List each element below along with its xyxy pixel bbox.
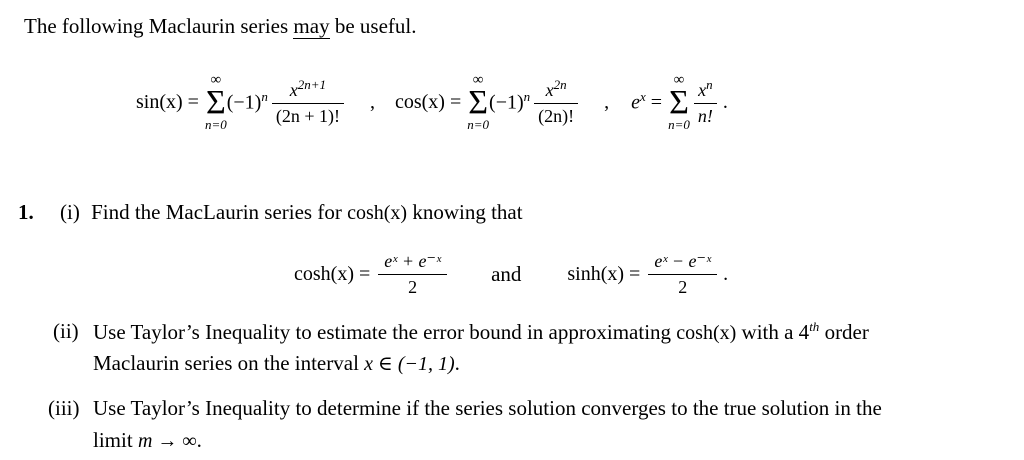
part-i-text: Find the MacLaurin series for: [91, 200, 348, 224]
intro-after: be useful.: [329, 14, 417, 38]
definitions-row: [294, 246, 728, 302]
sinh-lhs: sinh(x) =: [567, 262, 641, 285]
num-exp: n: [706, 77, 713, 92]
sinh-period: .: [723, 262, 729, 285]
part-i-text-end: knowing that: [407, 200, 523, 224]
cosh-lhs: cosh(x) =: [294, 262, 371, 285]
cosh-numerator: eˣ + e⁻ˣ: [384, 250, 442, 271]
question-number: 1.: [18, 200, 34, 224]
sin-sum: [205, 73, 227, 131]
sin-numerator: [288, 77, 328, 103]
part-ii-text-c: order: [819, 320, 869, 344]
cosh-fraction: [378, 251, 447, 298]
cos-factor: [489, 89, 530, 115]
part-iii-line2-text: limit: [93, 428, 138, 452]
sinh-denominator: 2: [648, 274, 717, 298]
intro-text: [24, 14, 416, 39]
part-i-line: [60, 200, 523, 225]
exp-fraction: [694, 77, 717, 127]
intro-before: The following Maclaurin series: [24, 14, 294, 38]
and-text: and: [491, 261, 522, 286]
part-i-label: (i): [60, 200, 80, 224]
part-ii-line1: [93, 319, 869, 345]
sin-denominator: (2n + 1)!: [272, 103, 344, 127]
sum-lower-limit: n=0: [467, 117, 490, 132]
sum-upper-limit: ∞: [472, 72, 484, 88]
cos-denominator: (2n)!: [534, 103, 578, 127]
exp-sum: [668, 73, 690, 131]
part-iii-period: .: [196, 428, 202, 452]
cosh-denominator: 2: [378, 274, 447, 298]
sum-upper-limit: ∞: [673, 72, 685, 88]
part-ii-superscript: th: [809, 319, 820, 334]
exp-exponent: x: [640, 89, 646, 105]
separator-comma: ,: [369, 90, 375, 113]
part-ii-line2: [93, 351, 460, 376]
separator-comma: ,: [604, 90, 610, 113]
num-exp: 2n+1: [297, 77, 327, 92]
cos-fraction: [534, 77, 578, 127]
num-base: x: [698, 80, 707, 100]
exp-denominator: n!: [694, 103, 717, 127]
sum-lower-limit: n=0: [204, 117, 227, 132]
part-ii-math: cosh(x): [676, 322, 737, 344]
sinh-fraction: [648, 251, 717, 298]
sum-upper-limit: ∞: [210, 72, 222, 88]
sigma-symbol: Σ: [468, 84, 489, 121]
exp-lhs: [631, 89, 662, 115]
exp-numerator: [696, 77, 715, 103]
exp-base: e: [631, 91, 641, 114]
part-ii-text-a: Use Taylor’s Inequality to estimate the error bound in approximating: [93, 320, 677, 344]
num-base: x: [545, 80, 554, 100]
series-row: [136, 62, 728, 142]
factor-exp: n: [261, 89, 268, 105]
part-iii-limit: m → ∞: [137, 430, 197, 452]
part-iii-line1: Use Taylor’s Inequality to determine if the series solution converges to the true solution in the: [93, 396, 882, 420]
cos-numerator: [544, 77, 569, 103]
part-iii-label: (iii): [48, 396, 80, 420]
exp-equals: =: [650, 91, 663, 114]
sigma-symbol: Σ: [205, 84, 226, 121]
part-ii-line2-text: Maclaurin series on the interval: [93, 351, 365, 375]
part-iii-line2: [93, 428, 202, 453]
sin-fraction: [272, 77, 344, 127]
sin-lhs: sin(x) =: [136, 90, 199, 113]
sin-factor: [227, 89, 268, 115]
sinh-numerator: eˣ − e⁻ˣ: [654, 250, 712, 271]
intro-underlined-word: may: [293, 14, 330, 38]
cos-lhs: cos(x) =: [394, 90, 462, 113]
part-i-math: cosh(x): [347, 202, 408, 224]
exp-period: .: [722, 90, 728, 113]
cos-sum: [467, 73, 489, 131]
factor-base: (−1): [489, 91, 524, 114]
factor-exp: n: [523, 89, 531, 105]
part-ii-label: (ii): [53, 319, 79, 343]
sigma-symbol: Σ: [669, 84, 689, 121]
num-base: x: [289, 80, 298, 100]
part-ii-period: .: [454, 351, 460, 375]
part-ii-text-b: with a 4: [736, 320, 810, 344]
part-ii-interval: x ∈ (−1, 1): [364, 353, 455, 375]
factor-base: (−1): [226, 91, 262, 114]
sum-lower-limit: n=0: [668, 117, 690, 132]
num-exp: 2n: [553, 77, 567, 92]
